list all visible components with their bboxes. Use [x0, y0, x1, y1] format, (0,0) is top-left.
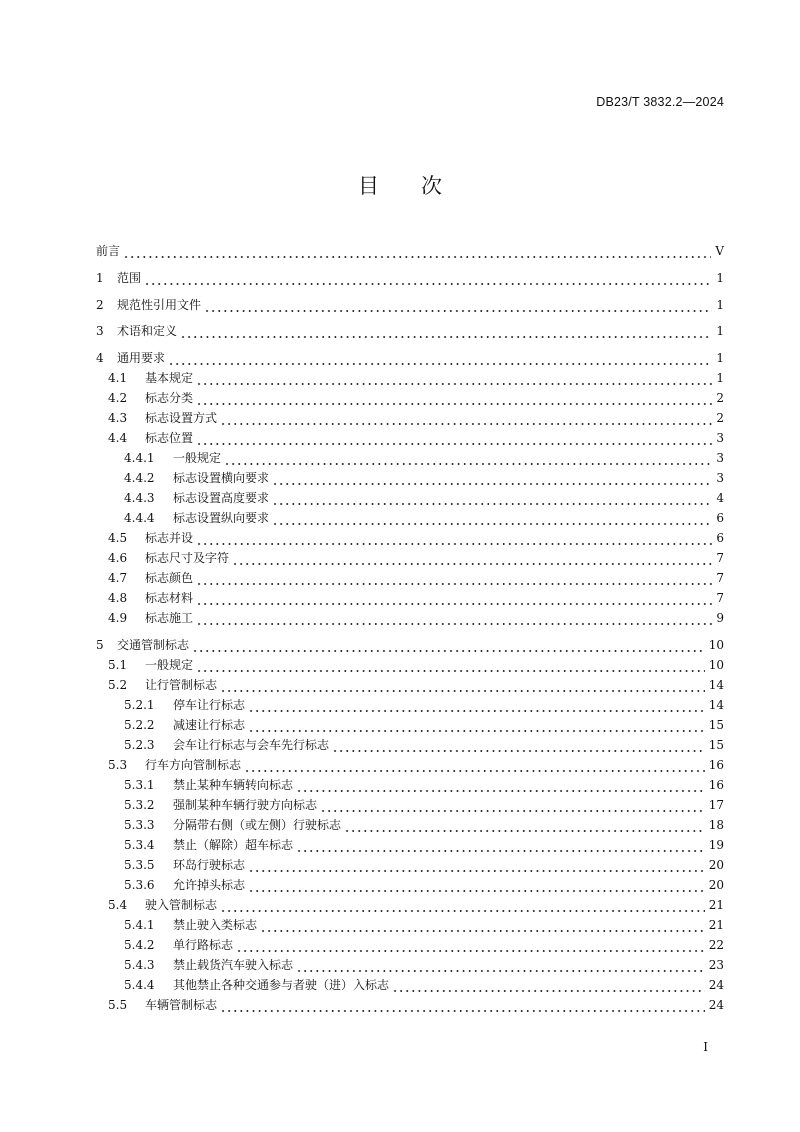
toc-entry-label: 标志设置纵向要求: [173, 511, 270, 526]
toc-entry-page: 7: [716, 571, 724, 586]
toc-entry-number: 4.6: [108, 551, 128, 566]
dot-leader: [220, 995, 705, 1015]
dot-leader: [248, 715, 705, 735]
toc-entry[interactable]: [96, 755, 724, 775]
toc-entry-label: 标志设置横向要求: [173, 471, 270, 486]
toc-entry[interactable]: [96, 588, 724, 608]
toc-entry-page: 23: [708, 957, 724, 972]
toc-entry[interactable]: [96, 268, 724, 288]
toc-entry[interactable]: [96, 995, 724, 1015]
page-title: 目次: [358, 174, 484, 198]
toc-entry-label: 标志设置高度要求: [173, 491, 270, 506]
toc-entry[interactable]: [96, 915, 724, 935]
toc-entry-number: 4.3: [108, 411, 128, 426]
toc-entry[interactable]: [96, 855, 724, 875]
dot-leader: [196, 388, 712, 408]
toc-entry[interactable]: [96, 895, 724, 915]
toc-entry-number: 5.2.3: [124, 737, 155, 752]
toc-entry-page: 3: [716, 431, 724, 446]
toc-entry[interactable]: [96, 348, 724, 368]
toc-entry[interactable]: [96, 488, 724, 508]
toc-entry-label: 减速让行标志: [173, 717, 246, 732]
toc-entry-page: 1: [716, 270, 724, 285]
dot-leader: [232, 548, 712, 568]
dot-leader: [196, 655, 705, 675]
toc-entry[interactable]: [96, 321, 724, 341]
dot-leader: [296, 955, 705, 975]
dot-leader: [244, 755, 705, 775]
toc-entry-number: 5.3: [108, 757, 128, 772]
dot-leader: [320, 795, 705, 815]
toc-entry-page: 20: [708, 877, 724, 892]
toc-entry[interactable]: [96, 715, 724, 735]
toc-entry-page: 1: [716, 324, 724, 339]
toc-entry-page: 15: [708, 717, 724, 732]
dot-leader: [272, 508, 712, 528]
dot-leader: [192, 635, 705, 655]
dot-leader: [248, 855, 705, 875]
dot-leader: [248, 695, 705, 715]
toc-entry-number: 5.3.1: [124, 777, 155, 792]
toc-entry-number: 5.2.1: [124, 697, 155, 712]
toc-entry-label: 标志位置: [145, 431, 194, 446]
toc-entry-number: 4.4.3: [124, 491, 155, 506]
toc-entry-number: 5.3.6: [124, 877, 155, 892]
toc-entry[interactable]: [96, 695, 724, 715]
toc-entry-number: 5.5: [108, 997, 128, 1012]
toc-entry-number: 5.4: [108, 897, 128, 912]
toc-entry-number: 4.7: [108, 571, 128, 586]
toc-entry-label: 标志施工: [145, 611, 194, 626]
toc-entry-number: 4.9: [108, 611, 128, 626]
toc-entry-number: 5.3.4: [124, 837, 155, 852]
toc-entry[interactable]: [96, 241, 724, 261]
dot-leader: [272, 488, 712, 508]
toc-entry-page: 22: [708, 937, 724, 952]
toc-entry-label: 禁止载货汽车驶入标志: [173, 957, 294, 972]
dot-leader: [196, 608, 712, 628]
toc-entry[interactable]: [96, 675, 724, 695]
dot-leader: [332, 735, 705, 755]
toc-entry-number: 5: [96, 637, 104, 652]
toc-entry-label: 术语和定义: [117, 324, 178, 339]
toc-entry[interactable]: [96, 408, 724, 428]
toc-entry-label: 禁止某种车辆转向标志: [173, 777, 294, 792]
toc-entry-page: V: [715, 244, 724, 258]
toc-entry-page: 10: [708, 657, 724, 672]
toc-entry-page: 6: [716, 511, 724, 526]
toc-entry-page: 24: [708, 977, 724, 992]
toc-entry-label: 范围: [117, 270, 142, 285]
dot-leader: [260, 915, 705, 935]
dot-leader: [220, 408, 712, 428]
dot-leader: [296, 835, 705, 855]
toc-entry[interactable]: [96, 955, 724, 975]
dot-leader: [196, 568, 712, 588]
toc-entry-page: 1: [716, 351, 724, 366]
toc-entry-label: 标志并设: [145, 531, 194, 546]
toc-entry-number: 5.3.2: [124, 797, 155, 812]
toc-entry[interactable]: [96, 735, 724, 755]
toc-entry-page: 10: [708, 637, 724, 652]
toc-entry-label: 会车让行标志与会车先行标志: [173, 737, 330, 752]
toc-entry[interactable]: [96, 875, 724, 895]
toc-entry-page: 18: [708, 817, 724, 832]
dot-leader: [204, 295, 712, 315]
dot-leader: [196, 528, 712, 548]
dot-leader: [220, 895, 705, 915]
toc-entry-page: 19: [708, 837, 724, 852]
toc-entry-page: 21: [708, 917, 724, 932]
toc-entry-number: 5.4.2: [124, 937, 155, 952]
toc-entry-label: 强制某种车辆行驶方向标志: [173, 797, 318, 812]
toc-entry-label: 一般规定: [173, 451, 222, 466]
toc-entry-number: 3: [96, 324, 104, 339]
toc-entry-label: 停车让行标志: [173, 697, 246, 712]
toc-entry-label: 交通管制标志: [117, 637, 190, 652]
page-number: I: [703, 1040, 708, 1054]
toc-entry-page: 17: [708, 797, 724, 812]
toc-entry-page: 2: [716, 391, 724, 406]
dot-leader: [144, 268, 712, 288]
toc-entry[interactable]: [96, 655, 724, 675]
document-id-header: DB23/T 3832.2—2024: [596, 95, 724, 109]
toc-entry-page: 9: [716, 611, 724, 626]
dot-leader: [123, 241, 711, 261]
toc-entry-number: 1: [96, 270, 104, 285]
toc-entry-number: 5.2: [108, 677, 128, 692]
toc-entry-number: 5.2.2: [124, 717, 155, 732]
toc-entry-page: 15: [708, 737, 724, 752]
toc-entry[interactable]: [96, 368, 724, 388]
toc-entry-page: 6: [716, 531, 724, 546]
toc-entry[interactable]: [96, 795, 724, 815]
toc-entry-label: 规范性引用文件: [117, 297, 202, 312]
toc-entry-number: 4.4.4: [124, 511, 155, 526]
toc-entry-label: 让行管制标志: [145, 677, 218, 692]
dot-leader: [224, 448, 712, 468]
toc-entry-number: 4.5: [108, 531, 128, 546]
toc-entry[interactable]: [96, 295, 724, 315]
toc-entry-number: 4.4: [108, 431, 128, 446]
toc-entry-label: 标志颜色: [145, 571, 194, 586]
dot-leader: [272, 468, 712, 488]
toc-entry[interactable]: [96, 608, 724, 628]
toc-entry-label: 禁止驶入类标志: [173, 917, 258, 932]
toc-entry-label: 其他禁止各种交通参与者驶（进）入标志: [173, 977, 390, 992]
dot-leader: [236, 935, 705, 955]
toc-entry-page: 3: [716, 451, 724, 466]
toc-entry-label: 标志分类: [145, 391, 194, 406]
dot-leader: [196, 368, 712, 388]
toc-entry-number: 4.4.1: [124, 451, 155, 466]
toc-entry-label: 标志材料: [145, 591, 194, 606]
toc-entry-number: 5.4.4: [124, 977, 155, 992]
toc-entry[interactable]: [96, 835, 724, 855]
toc-entry-page: 7: [716, 551, 724, 566]
toc-entry-page: 16: [708, 777, 724, 792]
toc-entry[interactable]: [96, 468, 724, 488]
toc-entry-number: 5.3.3: [124, 817, 155, 832]
toc-entry-page: 14: [708, 677, 724, 692]
toc-entry[interactable]: [96, 548, 724, 568]
toc-entry-number: 5.1: [108, 657, 128, 672]
toc-entry-label: 环岛行驶标志: [173, 857, 246, 872]
toc-entry-label: 驶入管制标志: [145, 897, 218, 912]
toc-entry[interactable]: [96, 635, 724, 655]
toc-entry[interactable]: [96, 428, 724, 448]
toc-entry[interactable]: [96, 508, 724, 528]
toc-entry-page: 14: [708, 697, 724, 712]
dot-leader: [220, 675, 705, 695]
toc-entry-page: 4: [716, 491, 724, 506]
toc-entry-page: 2: [716, 411, 724, 426]
dot-leader: [248, 875, 705, 895]
dot-leader: [392, 975, 705, 995]
toc-entry-number: 4: [96, 351, 104, 366]
toc-entry-number: 4.2: [108, 391, 128, 406]
dot-leader: [180, 321, 712, 341]
toc-entry[interactable]: [96, 568, 724, 588]
toc-entry-label: 标志尺寸及字符: [145, 551, 230, 566]
toc-entry-page: 16: [708, 757, 724, 772]
toc-entry-number: 4.8: [108, 591, 128, 606]
toc-entry[interactable]: [96, 935, 724, 955]
toc-entry-label: 基本规定: [145, 371, 194, 386]
toc-entry-label: 标志设置方式: [145, 411, 218, 426]
toc-entry-page: 21: [708, 897, 724, 912]
toc-entry-page: 20: [708, 857, 724, 872]
toc-entry[interactable]: [96, 775, 724, 795]
dot-leader: [196, 428, 712, 448]
toc-entry[interactable]: [96, 528, 724, 548]
toc-entry-label: 前言: [96, 244, 121, 258]
toc-entry-label: 通用要求: [117, 351, 166, 366]
dot-leader: [196, 588, 712, 608]
toc-entry-page: 3: [716, 471, 724, 486]
dot-leader: [168, 348, 712, 368]
toc-entry[interactable]: [96, 975, 724, 995]
toc-entry-label: 单行路标志: [173, 937, 234, 952]
toc-entry-number: 4.1: [108, 371, 128, 386]
toc-entry-page: 1: [716, 371, 724, 386]
toc-entry-label: 车辆管制标志: [145, 997, 218, 1012]
toc-entry[interactable]: [96, 448, 724, 468]
dot-leader: [344, 815, 705, 835]
toc-entry-label: 一般规定: [145, 657, 194, 672]
toc-entry-label: 分隔带右侧（或左侧）行驶标志: [173, 817, 342, 832]
toc-entry-label: 行车方向管制标志: [145, 757, 242, 772]
toc-entry[interactable]: [96, 815, 724, 835]
toc-entry-page: 24: [708, 997, 724, 1012]
toc-entry-label: 允许掉头标志: [173, 877, 246, 892]
toc-entry[interactable]: [96, 388, 724, 408]
toc-entry-number: 5.3.5: [124, 857, 155, 872]
toc-entry-number: 2: [96, 297, 104, 312]
toc-entry-number: 4.4.2: [124, 471, 155, 486]
toc-entry-page: 7: [716, 591, 724, 606]
dot-leader: [296, 775, 705, 795]
toc-entry-number: 5.4.3: [124, 957, 155, 972]
toc-entry-label: 禁止（解除）超车标志: [173, 837, 294, 852]
table-of-contents: [96, 241, 724, 1015]
toc-entry-number: 5.4.1: [124, 917, 155, 932]
toc-entry-page: 1: [716, 297, 724, 312]
